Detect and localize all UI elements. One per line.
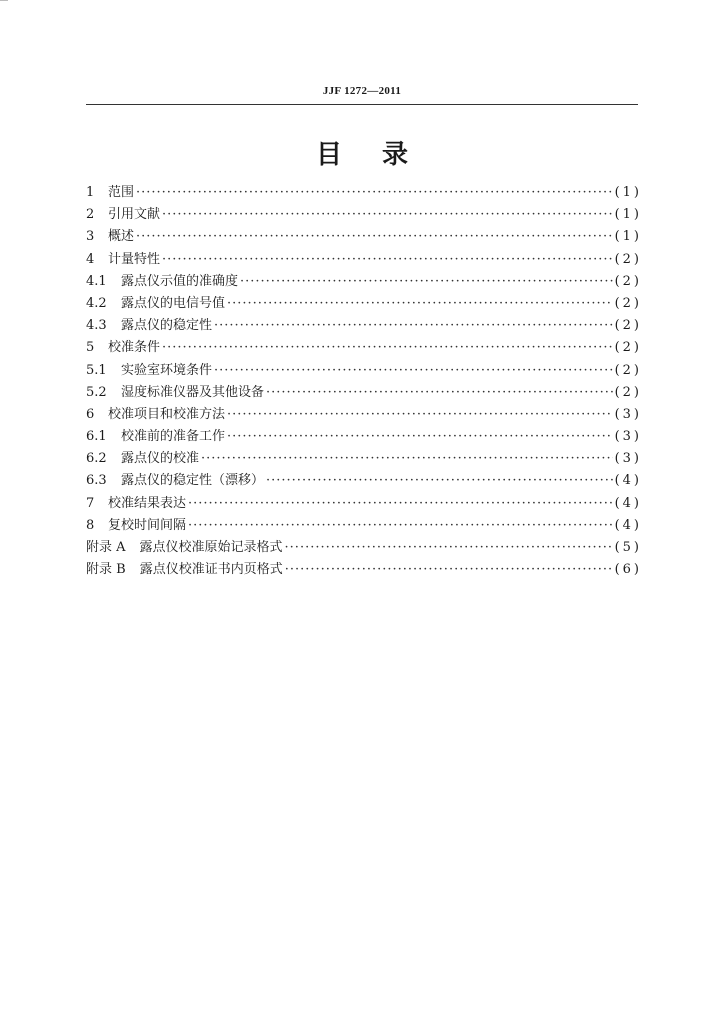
- toc-entry-title: 校准项目和校准方法: [108, 406, 226, 422]
- toc-dot-leader: [214, 315, 613, 337]
- toc-title: 目录: [315, 140, 448, 170]
- toc-dot-leader: [214, 360, 613, 382]
- toc-entry: [86, 448, 642, 470]
- toc-entry-number: 7: [86, 495, 95, 511]
- toc-entry-title: 概述: [108, 229, 135, 245]
- toc-dot-leader: [162, 249, 613, 271]
- scan-corner-mark: [0, 0, 8, 5]
- toc-entry-page: (2): [614, 295, 642, 311]
- toc-entry-page: (1): [614, 229, 642, 245]
- toc-entry: [86, 515, 642, 537]
- toc-entry-number: 1: [86, 185, 95, 200]
- toc-entry-page: (2): [614, 384, 642, 400]
- toc-dot-leader: [227, 426, 613, 448]
- toc-entry-title: 计量特性: [108, 251, 161, 267]
- toc-entry: [86, 404, 642, 426]
- table-of-contents: [86, 182, 642, 581]
- toc-dot-leader: [201, 448, 613, 470]
- toc-entry-page: (2): [614, 362, 642, 378]
- toc-entry-page: (4): [614, 473, 642, 489]
- toc-dot-leader: [227, 404, 613, 426]
- toc-entry-title: 露点仪校准证书内页格式: [139, 562, 283, 578]
- toc-entry-number: 2: [86, 207, 95, 223]
- toc-entry: [86, 249, 642, 271]
- toc-entry-number: 4: [86, 251, 95, 267]
- toc-entry: [86, 537, 642, 559]
- toc-entry-title: 校准前的准备工作: [121, 429, 226, 445]
- header-divider: [86, 104, 638, 105]
- toc-entry-title: 露点仪校准原始记录格式: [139, 540, 283, 555]
- toc-entry: [86, 493, 642, 515]
- toc-entry-number: 6: [86, 406, 95, 422]
- toc-dot-leader: [188, 493, 613, 515]
- toc-entry: [86, 337, 642, 359]
- toc-entry: [86, 360, 642, 382]
- toc-entry: [86, 315, 642, 337]
- toc-entry-title: 露点仪的稳定性: [121, 318, 213, 334]
- toc-entry-title: 引用文献: [108, 207, 161, 223]
- toc-entry: [86, 204, 642, 226]
- toc-dot-leader: [266, 382, 613, 404]
- toc-dot-leader: [266, 470, 613, 492]
- toc-entry-page: (2): [614, 318, 642, 334]
- toc-entry-page: (2): [614, 273, 642, 289]
- toc-dot-leader: [285, 537, 613, 559]
- toc-entry-number: 3: [86, 229, 95, 245]
- toc-entry-page: (5): [614, 540, 642, 555]
- toc-dot-leader: [136, 226, 613, 248]
- toc-entry-title: 复校时间间隔: [108, 517, 187, 533]
- toc-dot-leader: [240, 271, 613, 293]
- toc-entry-number: 5.1: [86, 362, 107, 378]
- toc-entry: [86, 226, 642, 248]
- toc-dot-leader: [227, 293, 613, 315]
- toc-dot-leader: [162, 337, 613, 359]
- toc-entry-page: (3): [614, 451, 642, 467]
- toc-entry-number: 附录 B: [86, 562, 126, 578]
- toc-entry: [86, 182, 642, 204]
- toc-dot-leader: [162, 204, 613, 226]
- toc-entry-page: (4): [614, 495, 642, 511]
- toc-entry-page: (3): [614, 429, 642, 445]
- toc-entry-page: (4): [614, 517, 642, 533]
- toc-entry-number: 4.2: [86, 295, 107, 311]
- toc-entry-number: 6.1: [86, 429, 107, 445]
- toc-entry-number: 4.1: [86, 273, 107, 289]
- document-code: JJF 1272—2011: [322, 85, 402, 97]
- toc-entry-number: 8: [86, 517, 95, 533]
- toc-entry-page: (1): [614, 207, 642, 223]
- toc-entry-page: (1): [614, 185, 642, 200]
- toc-entry-title: 校准结果表达: [108, 495, 187, 511]
- toc-entry-title: 露点仪的电信号值: [121, 295, 226, 311]
- toc-entry: [86, 426, 642, 448]
- toc-entry-title: 校准条件: [108, 340, 161, 356]
- toc-entry-number: 4.3: [86, 318, 107, 334]
- toc-entry-page: (3): [614, 406, 642, 422]
- toc-dot-leader: [136, 182, 613, 204]
- toc-entry-title: 露点仪的稳定性（漂移）: [121, 473, 265, 489]
- toc-entry: [86, 271, 642, 293]
- toc-entry-title: 湿度标准仪器及其他设备: [121, 384, 265, 400]
- toc-entry-number: 6.2: [86, 451, 107, 467]
- toc-entry-title: 范围: [108, 185, 135, 200]
- toc-entry: [86, 293, 642, 315]
- toc-entry-number: 6.3: [86, 473, 107, 489]
- toc-entry: [86, 470, 642, 492]
- toc-entry-number: 5: [86, 340, 95, 356]
- toc-entry: [86, 559, 642, 581]
- toc-entry-number: 5.2: [86, 384, 107, 400]
- toc-entry-title: 露点仪的校准: [121, 451, 200, 467]
- toc-entry-page: (2): [614, 340, 642, 356]
- toc-entry-page: (2): [614, 251, 642, 267]
- toc-entry-page: (6): [614, 562, 642, 578]
- toc-entry-title: 实验室环境条件: [121, 362, 213, 378]
- toc-entry-number: 附录 A: [86, 540, 126, 555]
- toc-dot-leader: [188, 515, 613, 537]
- toc-entry-title: 露点仪示值的准确度: [121, 273, 239, 289]
- toc-entry: [86, 382, 642, 404]
- toc-dot-leader: [285, 559, 613, 581]
